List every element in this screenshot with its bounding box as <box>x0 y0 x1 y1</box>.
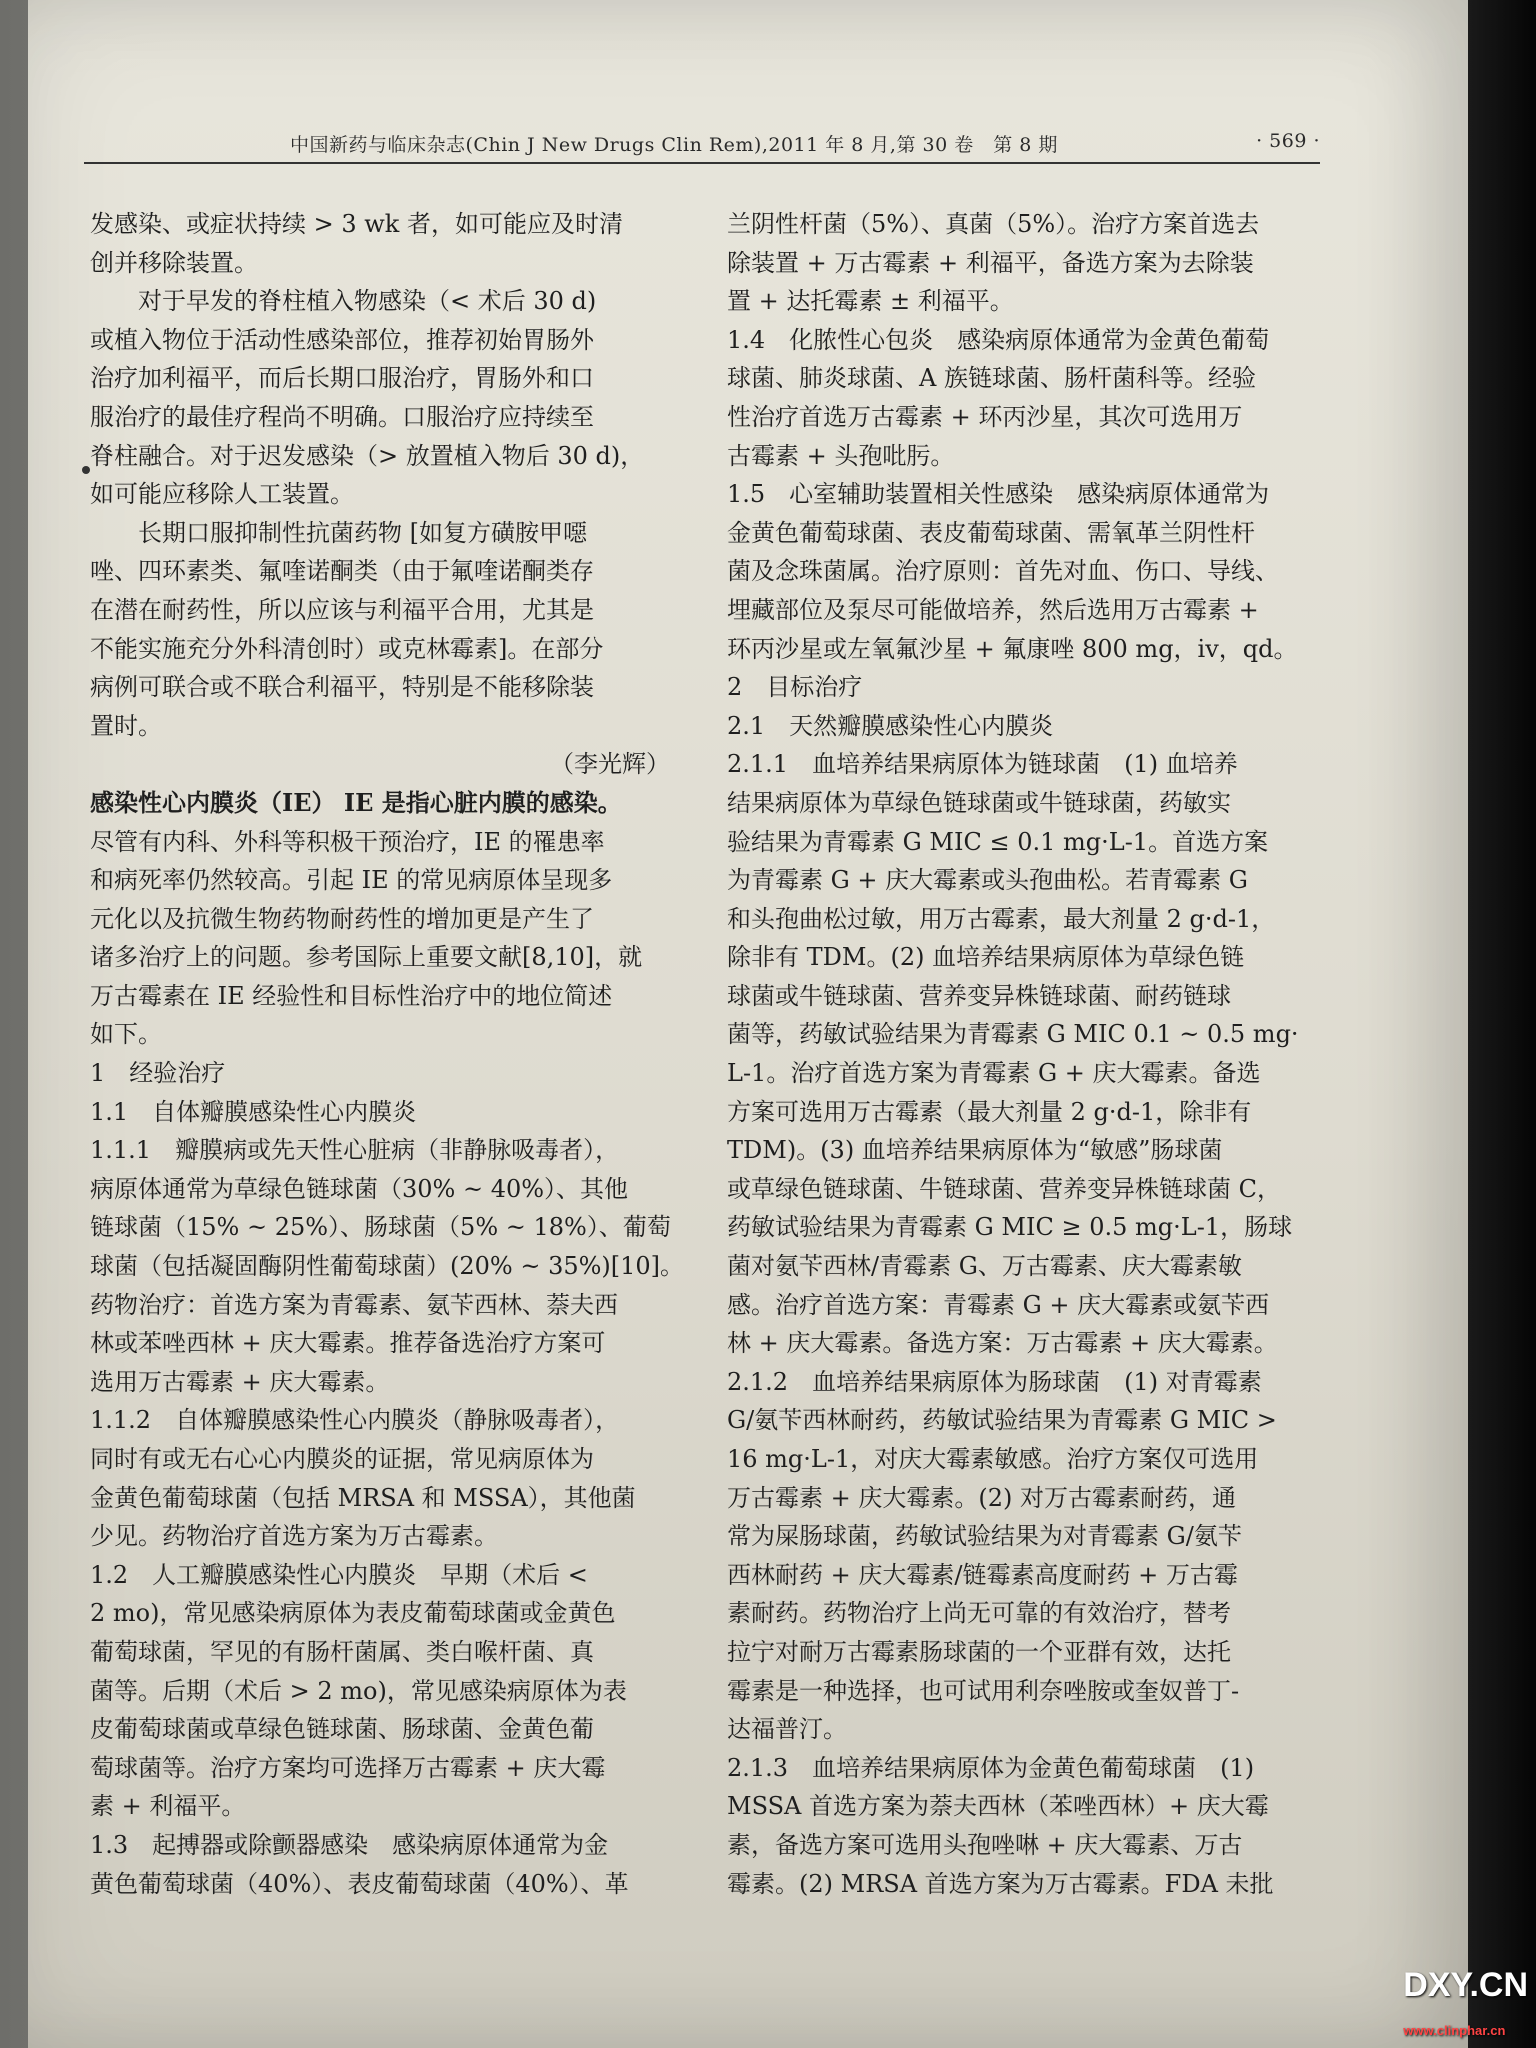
text-line: 黄色葡萄球菌（40%）、表皮葡萄球菌（40%）、革 <box>90 1869 629 1898</box>
text-line: 唑、四环素类、氟喹诺酮类（由于氟喹诺酮类存 <box>90 557 594 586</box>
text-line: 如可能应移除人工装置。 <box>90 480 354 509</box>
text-line: 1.1.1 瓣膜病或先天性心脏病（非静脉吸毒者）， <box>90 1136 620 1165</box>
text-line: 金黄色葡萄球菌、表皮葡萄球菌、需氧革兰阴性杆 <box>727 518 1255 547</box>
text-line: 治疗加利福平，而后长期口服治疗，胃肠外和口 <box>90 364 594 393</box>
text-line: 不能实施充分外科清创时）或克林霉素]。在部分 <box>90 634 604 663</box>
text-line: 环丙沙星或左氧氟沙星 + 氟康唑 800 mg，iv，qd。 <box>727 634 1298 663</box>
text-line: 古霉素 + 头孢吡肟。 <box>727 441 955 470</box>
text-line: 1.4 化脓性心包炎 感染病原体通常为金黄色葡萄 <box>727 325 1270 354</box>
text-line: 球菌或牛链球菌、营养变异株链球菌、耐药链球 <box>727 981 1231 1010</box>
text-line: 金黄色葡萄球菌（包括 MRSA 和 MSSA），其他菌 <box>90 1483 636 1512</box>
text-line: 验结果为青霉素 G MIC ≤ 0.1 mg·L-1。首选方案 <box>727 827 1269 856</box>
text-line: 万古霉素 + 庆大霉素。(2) 对万古霉素耐药，通 <box>727 1483 1236 1512</box>
text-line: 诸多治疗上的问题。参考国际上重要文献[8,10]，就 <box>90 943 643 972</box>
running-header <box>290 130 1320 157</box>
text-line: 兰阴性杆菌（5%）、真菌（5%）。治疗方案首选去 <box>727 210 1260 238</box>
page-number: · 569 · <box>1256 130 1320 152</box>
text-line: 霉素。(2) MRSA 首选方案为万古霉素。FDA 未批 <box>727 1869 1274 1898</box>
text-line: 1.5 心室辅助装置相关性感染 感染病原体通常为 <box>727 480 1270 509</box>
journal-citation: 中国新药与临床杂志(Chin J New Drugs Clin Rem),2011 年 8 月,第 30 卷 第 8 期 <box>290 134 1058 156</box>
watermark <box>1403 1966 1528 2044</box>
text-line: 对于早发的脊柱植入物感染（< 术后 30 d) <box>138 287 597 316</box>
text-line: 常为屎肠球菌，药敏试验结果为对青霉素 G/氨苄 <box>727 1522 1242 1551</box>
text-line: 2.1.1 血培养结果病原体为链球菌 (1) 血培养 <box>727 750 1238 779</box>
text-line: 埋藏部位及泵尽可能做培养，然后选用万古霉素 + <box>727 595 1259 624</box>
text-line: 1 经验治疗 <box>90 1059 226 1088</box>
text-line: 创并移除装置。 <box>90 248 258 277</box>
text-line: TDM)。(3) 血培养结果病原体为“敏感”肠球菌 <box>727 1136 1223 1165</box>
pen-mark <box>82 466 90 474</box>
text-line: 2.1 天然瓣膜感染性心内膜炎 <box>727 711 1054 740</box>
text-line: 菌对氨苄西林/青霉素 G、万古霉素、庆大霉素敏 <box>727 1252 1242 1281</box>
text-line: 感。治疗首选方案：青霉素 G + 庆大霉素或氨苄西 <box>727 1290 1270 1319</box>
watermark-site: www.clinphar.cn <box>1403 2023 1506 2038</box>
text-line: 达福普汀。 <box>727 1715 847 1744</box>
page-edge-shadow <box>1468 0 1536 2048</box>
text-line: 素 + 利福平。 <box>90 1792 246 1821</box>
text-line: 霉素是一种选择，也可试用利奈唑胺或奎奴普丁- <box>727 1676 1240 1705</box>
text-line: （李光辉） <box>550 750 670 779</box>
text-line: 置 + 达托霉素 ± 利福平。 <box>727 287 1014 316</box>
text-line: 2.1.3 血培养结果病原体为金黄色葡萄球菌 (1) <box>727 1753 1255 1782</box>
text-line: 葡萄球菌，罕见的有肠杆菌属、类白喉杆菌、真 <box>90 1637 594 1666</box>
text-line: 萄球菌等。治疗方案均可选择万古霉素 + 庆大霉 <box>90 1753 606 1782</box>
text-line: 皮葡萄球菌或草绿色链球菌、肠球菌、金黄色葡 <box>90 1715 594 1744</box>
text-line: 链球菌（15% ~ 25%）、肠球菌（5% ~ 18%）、葡萄 <box>90 1213 671 1242</box>
text-line: 球菌（包括凝固酶阴性葡萄球菌）(20% ~ 35%)[10]。 <box>90 1252 685 1281</box>
text-line: 药物治疗：首选方案为青霉素、氨苄西林、萘夫西 <box>90 1290 618 1319</box>
text-line: 发感染、或症状持续 > 3 wk 者，如可能应及时清 <box>90 210 623 238</box>
text-line: 和病死率仍然较高。引起 IE 的常见病原体呈现多 <box>90 866 613 895</box>
text-line: 西林耐药 + 庆大霉素/链霉素高度耐药 + 万古霉 <box>727 1560 1238 1589</box>
text-line: 和头孢曲松过敏，用万古霉素，最大剂量 2 g·d-1， <box>727 904 1276 933</box>
text-line: 结果病原体为草绿色链球菌或牛链球菌，药敏实 <box>727 788 1231 817</box>
text-line: 或植入物位于活动性感染部位，推荐初始胃肠外 <box>90 325 594 354</box>
text-line: 少见。药物治疗首选方案为万古霉素。 <box>90 1522 498 1551</box>
header-rule <box>84 162 1320 164</box>
text-line: 为青霉素 G + 庆大霉素或头孢曲松。若青霉素 G <box>727 866 1248 895</box>
text-line: 尽管有内科、外科等积极干预治疗，IE 的罹患率 <box>90 827 605 856</box>
text-line: 1.1.2 自体瓣膜感染性心内膜炎（静脉吸毒者）， <box>90 1406 620 1435</box>
right-text-column <box>727 205 1327 1903</box>
text-line: 感染性心内膜炎（IE） IE 是指心脏内膜的感染。 <box>90 787 622 817</box>
text-line: 1.2 人工瓣膜感染性心内膜炎 早期（术后 < <box>90 1560 588 1589</box>
text-line: 球菌、肺炎球菌、A 族链球菌、肠杆菌科等。经验 <box>727 364 1256 393</box>
text-line: 置时。 <box>90 711 162 740</box>
text-line: 2 mo)，常见感染病原体为表皮葡萄球菌或金黄色 <box>90 1599 616 1628</box>
text-line: 菌等。后期（术后 > 2 mo)，常见感染病原体为表 <box>90 1676 627 1705</box>
text-line: 1.1 自体瓣膜感染性心内膜炎 <box>90 1097 417 1126</box>
text-line: 病例可联合或不联合利福平，特别是不能移除装 <box>90 673 594 702</box>
text-line: 素，备选方案可选用头孢唑啉 + 庆大霉素、万古 <box>727 1830 1243 1859</box>
text-line: 2 目标治疗 <box>727 673 863 702</box>
text-line: 或草绿色链球菌、牛链球菌、营养变异株链球菌 C， <box>727 1174 1281 1203</box>
text-line: 药敏试验结果为青霉素 G MIC ≥ 0.5 mg·L-1，肠球 <box>727 1213 1293 1242</box>
text-line: L-1。治疗首选方案为青霉素 G + 庆大霉素。备选 <box>727 1059 1261 1088</box>
text-line: MSSA 首选方案为萘夫西林（苯唑西林）+ 庆大霉 <box>727 1792 1269 1821</box>
text-line: 长期口服抑制性抗菌药物 [如复方磺胺甲噁 <box>138 518 587 547</box>
text-line: 万古霉素在 IE 经验性和目标性治疗中的地位简述 <box>90 981 613 1010</box>
text-line: 拉宁对耐万古霉素肠球菌的一个亚群有效，达托 <box>727 1637 1231 1666</box>
text-line: 除非有 TDM。(2) 血培养结果病原体为草绿色链 <box>727 943 1245 972</box>
text-line: 同时有或无右心心内膜炎的证据，常见病原体为 <box>90 1445 594 1473</box>
text-line: 菌及念珠菌属。治疗原则：首先对血、伤口、导线、 <box>727 557 1279 586</box>
left-text-column <box>90 205 690 1903</box>
text-line: 2.1.2 血培养结果病原体为肠球菌 (1) 对青霉素 <box>727 1367 1262 1396</box>
text-line: 病原体通常为草绿色链球菌（30% ~ 40%）、其他 <box>90 1174 629 1203</box>
text-line: 除装置 + 万古霉素 + 利福平，备选方案为去除装 <box>727 248 1254 277</box>
text-line: 林或苯唑西林 + 庆大霉素。推荐备选治疗方案可 <box>90 1329 606 1358</box>
text-line: 素耐药。药物治疗上尚无可靠的有效治疗，替考 <box>727 1599 1231 1628</box>
text-line: 如下。 <box>90 1020 162 1049</box>
text-line: 元化以及抗微生物药物耐药性的增加更是产生了 <box>90 904 594 933</box>
text-line: 在潜在耐药性，所以应该与利福平合用，尤其是 <box>90 595 594 624</box>
text-line: 林 + 庆大霉素。备选方案：万古霉素 + 庆大霉素。 <box>727 1329 1278 1358</box>
text-line: 方案可选用万古霉素（最大剂量 2 g·d-1，除非有 <box>727 1097 1252 1126</box>
text-line: 选用万古霉素 + 庆大霉素。 <box>90 1367 390 1396</box>
text-line: G/氨苄西林耐药，药敏试验结果为青霉素 G MIC > <box>727 1406 1277 1435</box>
text-line: 服治疗的最佳疗程尚不明确。口服治疗应持续至 <box>90 402 594 431</box>
text-line: 16 mg·L-1，对庆大霉素敏感。治疗方案仅可选用 <box>727 1445 1259 1473</box>
text-line: 菌等，药敏试验结果为青霉素 G MIC 0.1 ~ 0.5 mg· <box>727 1020 1299 1049</box>
text-line: 脊柱融合。对于迟发感染（> 放置植入物后 30 d)， <box>90 441 645 470</box>
text-line: 性治疗首选万古霉素 + 环丙沙星，其次可选用万 <box>727 402 1243 431</box>
watermark-brand: DXY.CN <box>1403 1966 1528 2004</box>
text-line: 1.3 起搏器或除颤器感染 感染病原体通常为金 <box>90 1830 609 1859</box>
